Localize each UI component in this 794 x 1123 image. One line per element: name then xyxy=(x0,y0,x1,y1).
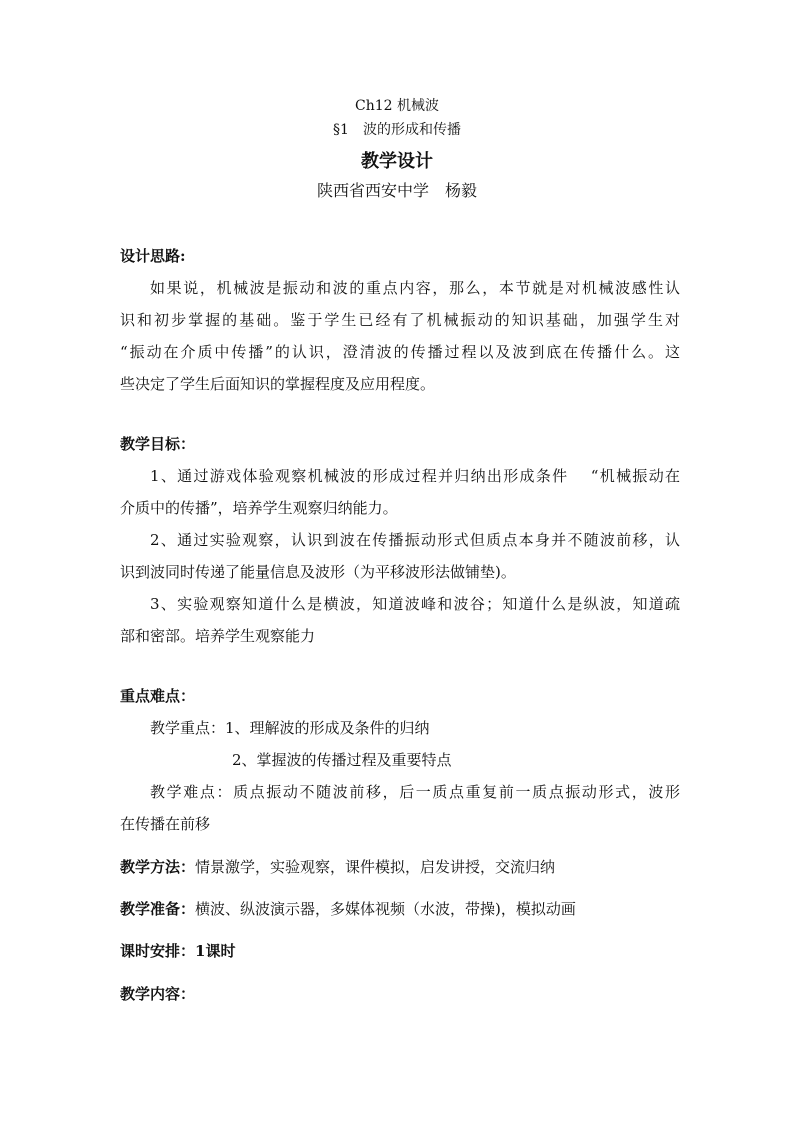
goals-heading: 教学目标： xyxy=(120,435,196,453)
goals-line-1: 1、通过游戏体验观察机械波的形成过程并归纳出形成条件 “机械振动在 xyxy=(150,467,680,485)
methods-line xyxy=(120,856,680,878)
schedule-text: 1课时 xyxy=(195,942,236,960)
methods-text: 情景激学，实验观察，课件模拟，启发讲授，交流归纳 xyxy=(195,858,556,876)
keypoint-difficulty-2: 在传播在前移 xyxy=(120,815,211,833)
design-line-4: 些决定了学生后面知识的掌握程度及应用程度。 xyxy=(120,375,436,393)
design-line-1: 如果说，机械波是振动和波的重点内容，那么，本节就是对机械波感性认 xyxy=(150,279,680,297)
content-heading: 教学内容： xyxy=(120,985,196,1003)
goals-line-4: 识到波同时传递了能量信息及波形（为平移波形法做铺垫)。 xyxy=(120,563,516,581)
prep-text: 横波、纵波演示器，多媒体视频（水波，带操)，模拟动画 xyxy=(195,900,576,918)
prep-line xyxy=(120,898,680,920)
section-title: §1 波的形成和传播 xyxy=(333,122,461,138)
prep-label: 教学准备： xyxy=(120,900,196,918)
keypoints-heading: 重点难点： xyxy=(120,687,196,705)
methods-label: 教学方法： xyxy=(120,858,196,876)
design-heading: 设计思路: xyxy=(120,247,186,265)
goals-line-5: 3、实验观察知道什么是横波，知道波峰和波谷；知道什么是纵波，知道疏 xyxy=(150,595,680,613)
schedule-line xyxy=(120,940,680,962)
goals-line-2: 介质中的传播”，培养学生观察归纳能力。 xyxy=(120,499,398,517)
keypoint-focus-2: 2、掌握波的传播过程及重要特点 xyxy=(232,751,452,769)
page-title: 教学设计 xyxy=(361,151,433,172)
design-line-3: “振动在介质中传播”的认识，澄清波的传播过程以及波到底在传播什么。这 xyxy=(120,343,680,361)
author-line: 陕西省西安中学 杨毅 xyxy=(316,181,477,200)
schedule-label: 课时安排： xyxy=(120,942,196,960)
chapter-title: Ch12 机械波 xyxy=(355,98,439,114)
goals-line-3: 2、通过实验观察，认识到波在传播振动形式但质点本身并不随波前移，认 xyxy=(150,531,680,549)
keypoint-difficulty-1: 教学难点：质点振动不随波前移，后一质点重复前一质点振动形式，波形 xyxy=(150,783,680,801)
keypoint-focus-1: 教学重点：1、理解波的形成及条件的归纳 xyxy=(150,719,430,737)
design-line-2: 识和初步掌握的基础。鉴于学生已经有了机械振动的知识基础，加强学生对 xyxy=(120,311,680,329)
goals-line-6: 部和密部。培养学生观察能力 xyxy=(120,627,316,645)
